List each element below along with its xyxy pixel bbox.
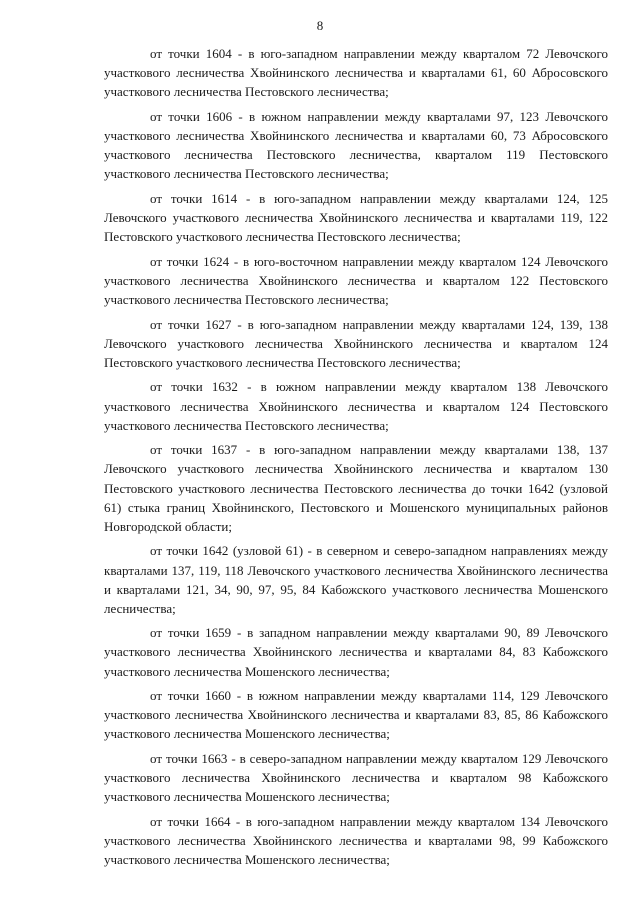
paragraph: от точки 1614 - в юго-западном направлении между кварталами 124, 125 Левочского участкового лесничества Хвойнинского лесничества и кварталами 119, 122 Пестовского участкового лесничества Пестовского лесничества; bbox=[104, 190, 608, 245]
document-body bbox=[104, 44, 608, 875]
paragraph: от точки 1627 - в юго-западном направлении между кварталами 124, 139, 138 Левочского участкового лесничества Хвойнинского лесничества и кварталом 124 Пестовского участкового лесничества Пестовского лесничества; bbox=[104, 316, 608, 370]
paragraph: от точки 1660 - в южном направлении между кварталами 114, 129 Левочского участкового лесничества Хвойнинского лесничества и кварталами 83, 85, 86 Кабожского участкового лесничества Мошенского лесничества; bbox=[104, 688, 608, 742]
paragraph: от точки 1604 - в юго-западном направлении между кварталом 72 Левочского участкового лесничества Хвойнинского лесничества и кварталами 61, 60 Абросовского участкового лесничества Пестовского лесничества; bbox=[104, 46, 608, 100]
paragraph: от точки 1642 (узловой 61) - в северном и северо-западном направлениях между кварталами 137, 119, 118 Левочского участкового лесничества Хвойнинского лесничества и кварталами 121, 34, 90, 97, 95, 84 Кабожского участкового лесничества Мошенского лесничества; bbox=[104, 543, 608, 616]
paragraph: от точки 1663 - в северо-западном направлении между кварталом 129 Левочского участкового лесничества Хвойнинского лесничества и кварталом 98 Кабожского участкового лесничества Мошенского лесничества; bbox=[104, 751, 608, 805]
paragraph: от точки 1624 - в юго-восточном направлении между кварталом 124 Левочского участкового лесничества Хвойнинского лесничества и кварталом 122 Пестовского участкового лесничества Пестовского лесничества; bbox=[104, 253, 608, 307]
paragraph: от точки 1637 - в юго-западном направлении между кварталами 138, 137 Левочского участкового лесничества Хвойнинского лесничества и кварталом 130 Пестовского участкового лесничества Пестовского лесничества до точки 1642 (узловой 61) стыка границ Хвойнинского, Пестовского и Мошенского муниципальных районов Новгородской области; bbox=[104, 442, 608, 534]
paragraph: от точки 1632 - в южном направлении между кварталом 138 Левочского участкового лесничества Хвойнинского лесничества и кварталом 124 Пестовского участкового лесничества Пестовского лесничества; bbox=[104, 379, 608, 433]
page-number: 8 bbox=[316, 18, 324, 33]
paragraph: от точки 1606 - в южном направлении между кварталами 97, 123 Левочского участкового лесничества Хвойнинского лесничества и кварталами 60, 73 Абросовского участкового лесничества Пестовского лесничества, кварталом 119 Пестовского участкового лесничества Пестовского лесничества; bbox=[104, 108, 608, 182]
paragraph: от точки 1659 - в западном направлении между кварталами 90, 89 Левочского участкового лесничества Хвойнинского лесничества и кварталами 84, 83 Кабожского участкового лесничества Мошенского лесничества; bbox=[104, 625, 608, 679]
paragraph: от точки 1664 - в юго-западном направлении между кварталом 134 Левочского участкового лесничества Хвойнинского лесничества и кварталами 98, 99 Кабожского участкового лесничества Мошенского лесничества; bbox=[104, 814, 608, 868]
